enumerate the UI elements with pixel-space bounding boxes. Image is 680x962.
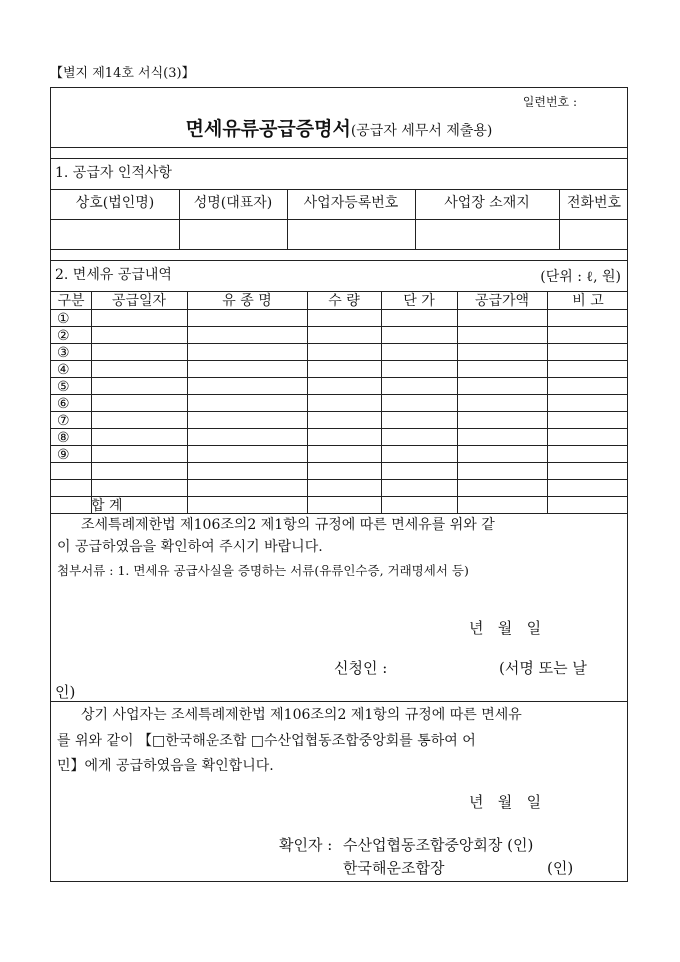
- divider: [51, 249, 627, 250]
- confirmer-shipping: 한국해운조합장: [343, 859, 445, 877]
- request-line-1: 조세특례제한법 제106조의2 제1항의 규정에 따른 면세유를 위와 같: [81, 517, 495, 533]
- col-remarks: 비 고: [572, 293, 604, 309]
- col-oil-type: 유 종 명: [222, 293, 272, 309]
- applicant-label: 신청인 :: [334, 659, 388, 677]
- row-marker-7: ⑦: [57, 413, 70, 429]
- row-marker-3: ③: [57, 345, 70, 361]
- section2-heading: 2. 면세유 공급내역: [55, 267, 172, 283]
- confirmer-label: 확인자 :: [279, 836, 333, 854]
- col-supply-date: 공급일자: [111, 293, 167, 309]
- certificate-form: [50, 87, 628, 882]
- unit-label: (단위 : ℓ, 원): [540, 269, 621, 285]
- form-title: [51, 120, 627, 139]
- row-marker-2: ②: [57, 328, 70, 344]
- divider: [51, 147, 627, 148]
- col-representative: 성명(대표자): [193, 195, 273, 211]
- confirm-line-3: 민】에게 공급하였음을 확인합니다.: [57, 758, 274, 774]
- row-marker-8: ⑧: [57, 430, 70, 446]
- row-marker-6: ⑥: [57, 396, 70, 412]
- divider: [51, 219, 627, 220]
- request-date: 년 월 일: [469, 619, 542, 637]
- col-business-reg-no: 사업자등록번호: [303, 195, 399, 211]
- total-label: 합 계: [91, 498, 123, 514]
- col-phone: 전화번호: [566, 195, 622, 211]
- row-marker-9: ⑨: [57, 447, 70, 463]
- divider: [51, 158, 627, 159]
- divider: [51, 291, 627, 292]
- seal-mark: (인): [547, 859, 574, 877]
- col-quantity: 수 량: [328, 293, 360, 309]
- confirm-line-2: 를 위와 같이 【□한국해운조합 □수산업협동조합중앙회를 통하여 어: [57, 733, 476, 749]
- confirmer-fisheries: 수산업협동조합중앙회장 (인): [343, 836, 534, 854]
- col-business-name: 상호(법인명): [75, 195, 155, 211]
- confirm-line-1: 상기 사업자는 조세특례제한법 제106조의2 제1항의 규정에 따른 면세유: [81, 707, 522, 723]
- form-number-label: 【별지 제14호 서식(3)】: [50, 66, 195, 81]
- confirm-date: 년 월 일: [469, 793, 542, 811]
- divider: [51, 260, 627, 261]
- col-supply-amount: 공급가액: [474, 293, 530, 309]
- title-main: 면세유류공급증명서: [185, 118, 351, 140]
- serial-number-label: 일련번호 :: [522, 95, 577, 109]
- title-subtitle: (공급자 세무서 제출용): [350, 123, 493, 139]
- divider: [51, 701, 627, 702]
- row-marker-5: ⑤: [57, 379, 70, 395]
- row-marker-4: ④: [57, 362, 70, 378]
- col-business-address: 사업장 소재지: [444, 195, 530, 211]
- section1-heading: 1. 공급자 인적사항: [55, 165, 172, 181]
- signature-note-end: 인): [55, 683, 76, 701]
- col-category: 구분: [57, 293, 85, 309]
- col-unit-price: 단 가: [403, 293, 435, 309]
- signature-note: (서명 또는 날: [499, 659, 587, 677]
- attachment-note: 첨부서류 : 1. 면세유 공급사실을 증명하는 서류(유류인수증, 거래명세서 등): [57, 563, 469, 578]
- request-line-2: 이 공급하였음을 확인하여 주시기 바랍니다.: [57, 539, 323, 555]
- divider: [51, 189, 627, 190]
- row-marker-1: ①: [57, 311, 70, 327]
